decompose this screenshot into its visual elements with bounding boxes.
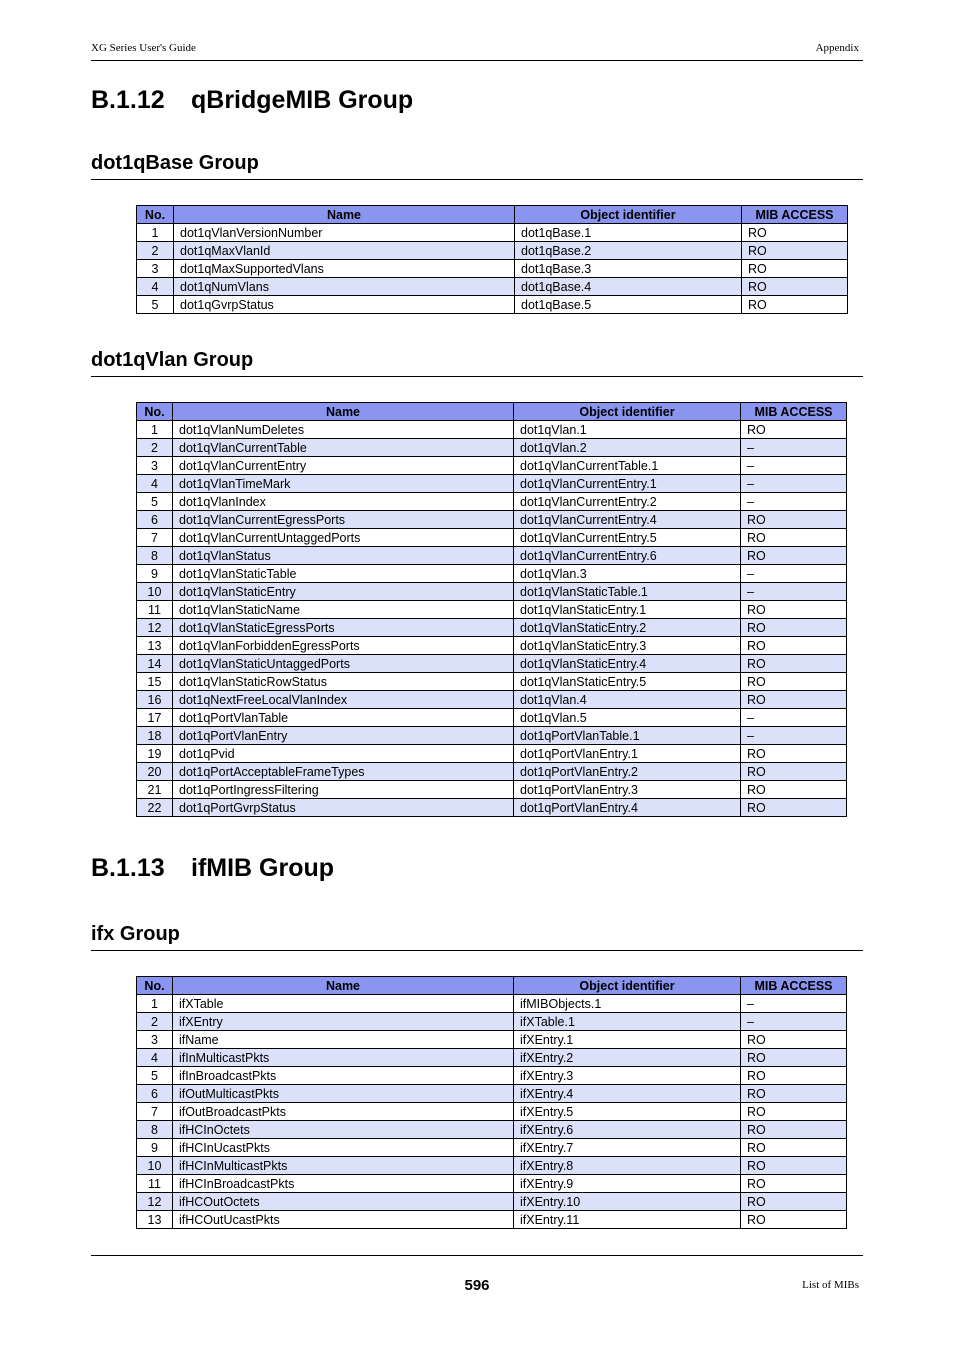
subsection-heading-ifx: ifx Group: [91, 923, 863, 951]
dot1qbase-table: [136, 205, 848, 314]
col-no-header: No.: [137, 403, 173, 421]
cell-access: RO: [741, 655, 847, 673]
cell-name: dot1qVlanStaticTable: [173, 565, 514, 583]
footer-section-label: List of MIBs: [802, 1279, 859, 1291]
table-row: [137, 637, 847, 655]
table-row: [137, 799, 847, 817]
cell-name: dot1qVlanCurrentEntry: [173, 457, 514, 475]
cell-no: 7: [137, 1103, 173, 1121]
cell-oid: dot1qVlan.1: [514, 421, 741, 439]
cell-oid: ifXEntry.11: [514, 1211, 741, 1229]
table-row: [137, 1175, 847, 1193]
cell-access: RO: [741, 547, 847, 565]
cell-name: dot1qPortGvrpStatus: [173, 799, 514, 817]
cell-no: 1: [137, 224, 174, 242]
cell-access: RO: [741, 1049, 847, 1067]
page-header: [91, 42, 863, 61]
cell-name: ifXTable: [173, 995, 514, 1013]
cell-no: 12: [137, 1193, 173, 1211]
cell-no: 5: [137, 296, 174, 314]
cell-oid: ifXEntry.9: [514, 1175, 741, 1193]
cell-access: RO: [741, 1157, 847, 1175]
table-row: [137, 547, 847, 565]
cell-oid: dot1qBase.4: [515, 278, 742, 296]
table-row: [137, 655, 847, 673]
cell-access: RO: [741, 1211, 847, 1229]
cell-name: dot1qVlanStaticRowStatus: [173, 673, 514, 691]
col-access-header: MIB ACCESS: [741, 977, 847, 995]
table-row: [137, 1121, 847, 1139]
cell-access: RO: [742, 260, 848, 278]
cell-access: –: [741, 709, 847, 727]
table-row: [137, 691, 847, 709]
cell-oid: dot1qVlanCurrentEntry.1: [514, 475, 741, 493]
ifx-table: [136, 976, 847, 1229]
cell-oid: dot1qPortVlanEntry.3: [514, 781, 741, 799]
cell-access: RO: [741, 1121, 847, 1139]
table-row: [137, 1085, 847, 1103]
section-number: B.1.13: [91, 854, 165, 882]
cell-name: dot1qNumVlans: [174, 278, 515, 296]
section-heading-b112: [91, 86, 413, 115]
col-oid-header: Object identifier: [515, 206, 742, 224]
cell-access: RO: [741, 421, 847, 439]
cell-name: dot1qVlanCurrentEgressPorts: [173, 511, 514, 529]
cell-name: ifXEntry: [173, 1013, 514, 1031]
cell-oid: dot1qVlanStaticEntry.2: [514, 619, 741, 637]
cell-oid: ifMIBObjects.1: [514, 995, 741, 1013]
table-row: [137, 1157, 847, 1175]
table-row: [137, 745, 847, 763]
col-name-header: Name: [174, 206, 515, 224]
cell-no: 8: [137, 1121, 173, 1139]
cell-name: dot1qVlanStaticEgressPorts: [173, 619, 514, 637]
table-row: [137, 278, 848, 296]
cell-no: 18: [137, 727, 173, 745]
table-row: [137, 709, 847, 727]
cell-no: 15: [137, 673, 173, 691]
cell-name: ifHCOutUcastPkts: [173, 1211, 514, 1229]
cell-access: RO: [742, 242, 848, 260]
cell-name: dot1qPortIngressFiltering: [173, 781, 514, 799]
cell-oid: ifXEntry.10: [514, 1193, 741, 1211]
cell-no: 7: [137, 529, 173, 547]
cell-oid: dot1qVlanCurrentEntry.4: [514, 511, 741, 529]
cell-no: 11: [137, 601, 173, 619]
cell-access: RO: [741, 673, 847, 691]
table-row: [137, 224, 848, 242]
cell-no: 2: [137, 242, 174, 260]
cell-access: RO: [741, 763, 847, 781]
cell-access: –: [741, 439, 847, 457]
cell-name: ifInMulticastPkts: [173, 1049, 514, 1067]
page-number: 596: [464, 1277, 490, 1294]
table-row: [137, 1031, 847, 1049]
cell-oid: ifXEntry.4: [514, 1085, 741, 1103]
cell-name: ifHCInOctets: [173, 1121, 514, 1139]
cell-access: RO: [741, 529, 847, 547]
cell-access: RO: [741, 1085, 847, 1103]
cell-oid: ifXEntry.1: [514, 1031, 741, 1049]
cell-name: dot1qMaxSupportedVlans: [174, 260, 515, 278]
table-row: [137, 242, 848, 260]
cell-name: dot1qVlanTimeMark: [173, 475, 514, 493]
cell-name: ifHCInUcastPkts: [173, 1139, 514, 1157]
col-no-header: No.: [137, 977, 173, 995]
table-header-row: [137, 206, 848, 224]
cell-no: 13: [137, 637, 173, 655]
cell-oid: dot1qVlan.4: [514, 691, 741, 709]
cell-oid: ifXEntry.6: [514, 1121, 741, 1139]
table-row: [137, 1103, 847, 1121]
header-doc-title: XG Series User's Guide: [91, 42, 196, 54]
cell-name: dot1qVlanCurrentTable: [173, 439, 514, 457]
table-row: [137, 619, 847, 637]
table-row: [137, 583, 847, 601]
cell-no: 1: [137, 421, 173, 439]
cell-no: 13: [137, 1211, 173, 1229]
cell-no: 16: [137, 691, 173, 709]
table-row: [137, 1067, 847, 1085]
cell-name: ifName: [173, 1031, 514, 1049]
table-row: [137, 673, 847, 691]
cell-no: 20: [137, 763, 173, 781]
table-row: [137, 529, 847, 547]
cell-name: dot1qVlanStaticUntaggedPorts: [173, 655, 514, 673]
cell-oid: ifXEntry.8: [514, 1157, 741, 1175]
cell-name: ifInBroadcastPkts: [173, 1067, 514, 1085]
cell-no: 2: [137, 439, 173, 457]
cell-access: –: [741, 565, 847, 583]
table-header-row: [137, 977, 847, 995]
cell-oid: ifXEntry.2: [514, 1049, 741, 1067]
cell-no: 11: [137, 1175, 173, 1193]
subsection-heading-dot1qbase: dot1qBase Group: [91, 152, 863, 180]
cell-name: dot1qVlanForbiddenEgressPorts: [173, 637, 514, 655]
cell-name: dot1qNextFreeLocalVlanIndex: [173, 691, 514, 709]
cell-name: dot1qVlanVersionNumber: [174, 224, 515, 242]
cell-oid: dot1qVlanStaticEntry.3: [514, 637, 741, 655]
table-row: [137, 511, 847, 529]
cell-no: 3: [137, 457, 173, 475]
cell-no: 3: [137, 1031, 173, 1049]
table-row: [137, 439, 847, 457]
cell-oid: dot1qPortVlanEntry.4: [514, 799, 741, 817]
cell-no: 9: [137, 565, 173, 583]
cell-access: –: [741, 1013, 847, 1031]
cell-name: ifHCInBroadcastPkts: [173, 1175, 514, 1193]
col-name-header: Name: [173, 403, 514, 421]
table-row: [137, 601, 847, 619]
cell-name: dot1qVlanIndex: [173, 493, 514, 511]
table-header-row: [137, 403, 847, 421]
table-row: [137, 493, 847, 511]
cell-no: 19: [137, 745, 173, 763]
table-row: [137, 781, 847, 799]
cell-oid: ifXTable.1: [514, 1013, 741, 1031]
cell-no: 14: [137, 655, 173, 673]
table-row: [137, 457, 847, 475]
cell-no: 12: [137, 619, 173, 637]
cell-no: 17: [137, 709, 173, 727]
col-oid-header: Object identifier: [514, 403, 741, 421]
cell-no: 10: [137, 1157, 173, 1175]
cell-access: RO: [741, 601, 847, 619]
table-row: [137, 1013, 847, 1031]
cell-oid: dot1qPortVlanTable.1: [514, 727, 741, 745]
cell-name: dot1qVlanStaticName: [173, 601, 514, 619]
cell-no: 4: [137, 1049, 173, 1067]
col-oid-header: Object identifier: [514, 977, 741, 995]
section-heading-b113: [91, 854, 334, 883]
cell-oid: ifXEntry.7: [514, 1139, 741, 1157]
cell-no: 3: [137, 260, 174, 278]
cell-name: dot1qPvid: [173, 745, 514, 763]
cell-no: 2: [137, 1013, 173, 1031]
table-row: [137, 763, 847, 781]
cell-oid: ifXEntry.5: [514, 1103, 741, 1121]
cell-name: dot1qVlanStaticEntry: [173, 583, 514, 601]
cell-access: –: [741, 475, 847, 493]
cell-access: RO: [741, 691, 847, 709]
cell-oid: dot1qVlanStaticEntry.4: [514, 655, 741, 673]
subsection-heading-dot1qvlan: dot1qVlan Group: [91, 349, 863, 377]
cell-name: dot1qPortVlanEntry: [173, 727, 514, 745]
cell-no: 6: [137, 511, 173, 529]
cell-oid: dot1qPortVlanEntry.2: [514, 763, 741, 781]
cell-access: RO: [741, 781, 847, 799]
cell-access: RO: [742, 224, 848, 242]
table-row: [137, 727, 847, 745]
cell-access: RO: [741, 1103, 847, 1121]
cell-name: dot1qVlanNumDeletes: [173, 421, 514, 439]
cell-no: 10: [137, 583, 173, 601]
cell-name: ifHCInMulticastPkts: [173, 1157, 514, 1175]
cell-access: RO: [741, 1031, 847, 1049]
cell-oid: dot1qVlanStaticTable.1: [514, 583, 741, 601]
cell-name: dot1qPortAcceptableFrameTypes: [173, 763, 514, 781]
cell-no: 21: [137, 781, 173, 799]
cell-access: –: [741, 995, 847, 1013]
cell-access: RO: [742, 296, 848, 314]
cell-oid: dot1qVlan.5: [514, 709, 741, 727]
cell-oid: dot1qVlanStaticEntry.5: [514, 673, 741, 691]
cell-oid: dot1qBase.1: [515, 224, 742, 242]
cell-oid: dot1qBase.2: [515, 242, 742, 260]
cell-access: RO: [741, 637, 847, 655]
cell-no: 5: [137, 1067, 173, 1085]
section-title: qBridgeMIB Group: [191, 86, 414, 114]
table-row: [137, 1193, 847, 1211]
cell-no: 8: [137, 547, 173, 565]
table-row: [137, 1139, 847, 1157]
cell-no: 4: [137, 278, 174, 296]
cell-oid: dot1qBase.5: [515, 296, 742, 314]
cell-no: 6: [137, 1085, 173, 1103]
cell-no: 5: [137, 493, 173, 511]
cell-access: RO: [742, 278, 848, 296]
section-title: ifMIB Group: [191, 854, 335, 882]
table-row: [137, 1211, 847, 1229]
cell-name: dot1qMaxVlanId: [174, 242, 515, 260]
cell-oid: dot1qVlanCurrentTable.1: [514, 457, 741, 475]
col-access-header: MIB ACCESS: [742, 206, 848, 224]
cell-name: ifOutBroadcastPkts: [173, 1103, 514, 1121]
cell-access: RO: [741, 799, 847, 817]
cell-access: RO: [741, 1193, 847, 1211]
dot1qvlan-table: [136, 402, 847, 817]
cell-name: dot1qVlanCurrentUntaggedPorts: [173, 529, 514, 547]
cell-no: 1: [137, 995, 173, 1013]
table-row: [137, 260, 848, 278]
cell-name: ifOutMulticastPkts: [173, 1085, 514, 1103]
cell-name: dot1qVlanStatus: [173, 547, 514, 565]
cell-oid: dot1qVlanCurrentEntry.5: [514, 529, 741, 547]
cell-access: RO: [741, 1175, 847, 1193]
cell-access: RO: [741, 745, 847, 763]
cell-oid: dot1qVlanCurrentEntry.6: [514, 547, 741, 565]
table-row: [137, 296, 848, 314]
col-no-header: No.: [137, 206, 174, 224]
cell-oid: ifXEntry.3: [514, 1067, 741, 1085]
cell-oid: dot1qVlanCurrentEntry.2: [514, 493, 741, 511]
cell-name: ifHCOutOctets: [173, 1193, 514, 1211]
cell-access: RO: [741, 511, 847, 529]
cell-no: 22: [137, 799, 173, 817]
cell-oid: dot1qPortVlanEntry.1: [514, 745, 741, 763]
cell-oid: dot1qVlanStaticEntry.1: [514, 601, 741, 619]
cell-access: RO: [741, 1067, 847, 1085]
table-row: [137, 995, 847, 1013]
footer-rule: [91, 1255, 863, 1256]
cell-name: dot1qGvrpStatus: [174, 296, 515, 314]
table-row: [137, 1049, 847, 1067]
col-access-header: MIB ACCESS: [741, 403, 847, 421]
cell-access: RO: [741, 1139, 847, 1157]
cell-oid: dot1qVlan.3: [514, 565, 741, 583]
cell-no: 4: [137, 475, 173, 493]
section-number: B.1.12: [91, 86, 165, 114]
cell-access: RO: [741, 619, 847, 637]
cell-oid: dot1qVlan.2: [514, 439, 741, 457]
cell-name: dot1qPortVlanTable: [173, 709, 514, 727]
cell-access: –: [741, 457, 847, 475]
cell-access: –: [741, 493, 847, 511]
table-row: [137, 421, 847, 439]
cell-access: –: [741, 583, 847, 601]
cell-oid: dot1qBase.3: [515, 260, 742, 278]
header-chapter: Appendix: [815, 42, 859, 54]
table-row: [137, 475, 847, 493]
table-row: [137, 565, 847, 583]
cell-access: –: [741, 727, 847, 745]
cell-no: 9: [137, 1139, 173, 1157]
col-name-header: Name: [173, 977, 514, 995]
